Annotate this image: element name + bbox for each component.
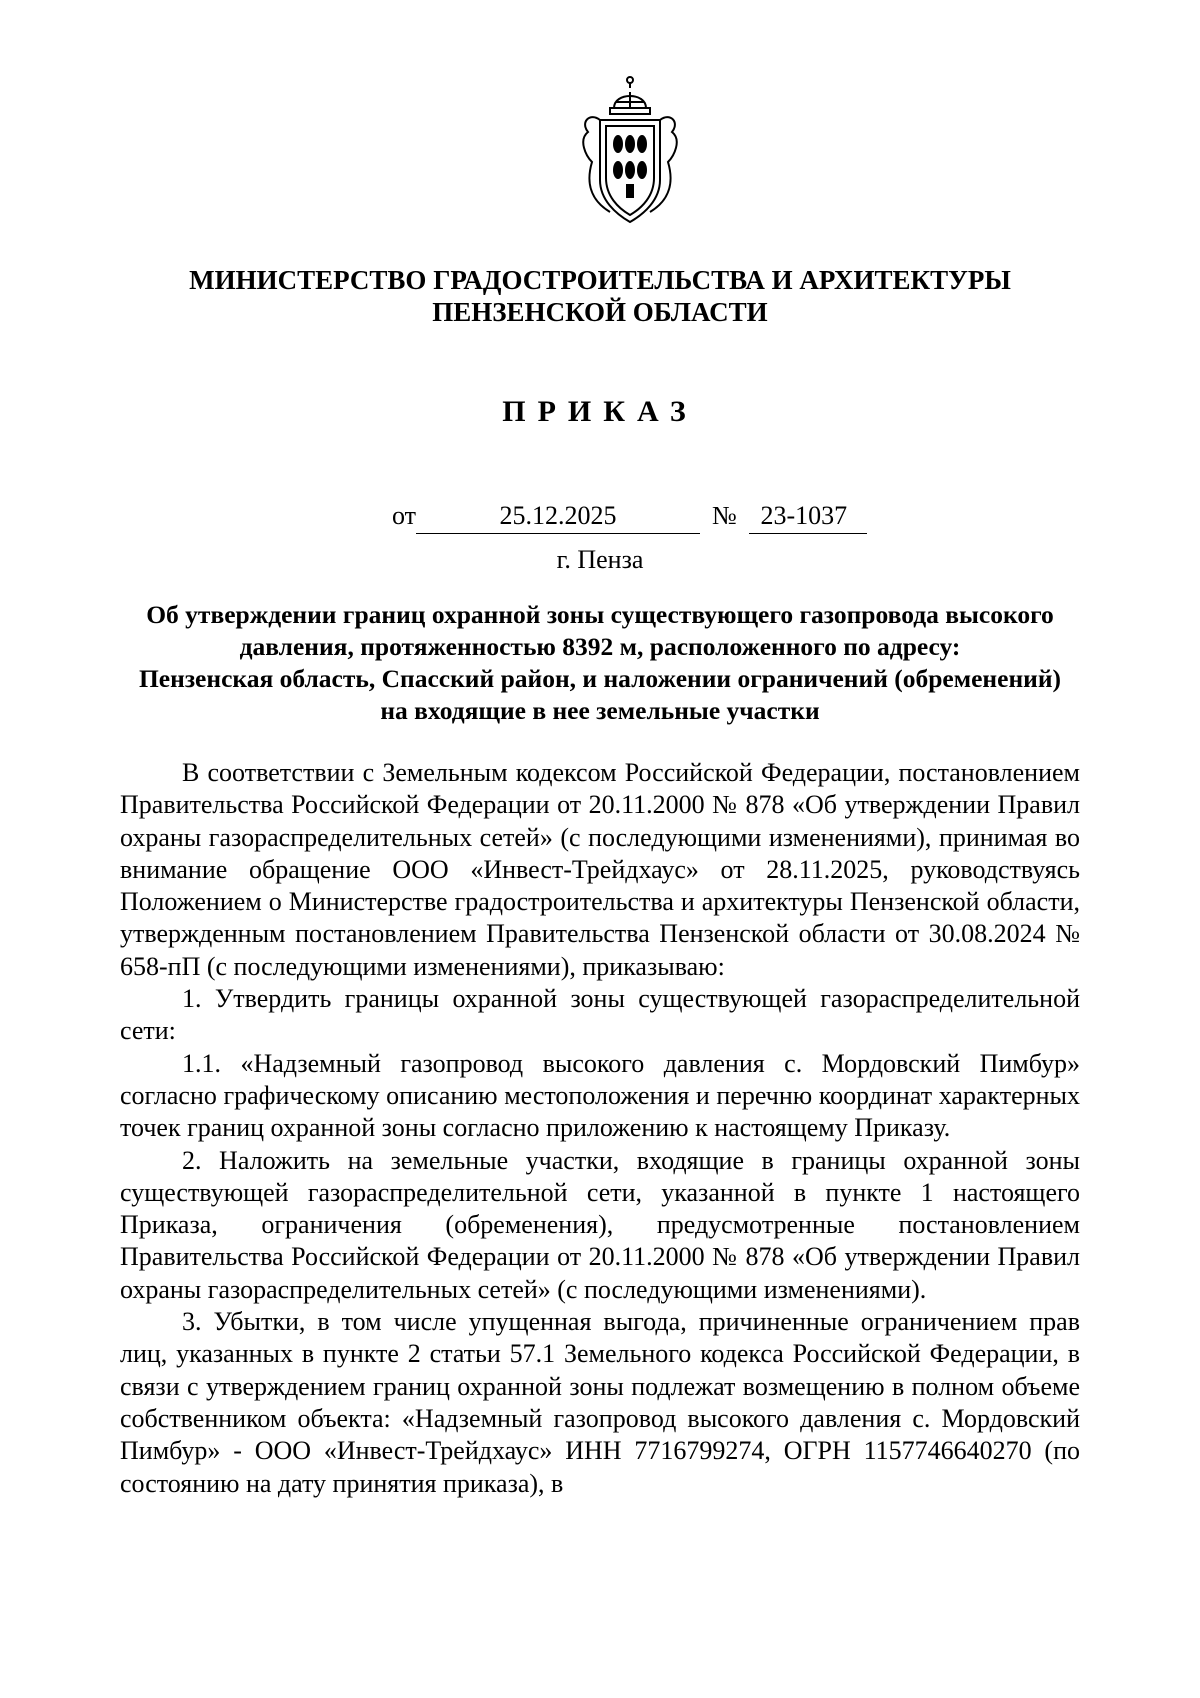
subject-line-3: Пензенская область, Спасский район, и наложении ограничений (обременений) [138, 664, 1062, 693]
document-number: 23-1037 [749, 499, 867, 534]
document-city: г. Пенза [556, 545, 644, 574]
preamble-paragraph: В соответствии с Земельным кодексом Российской Федерации, постановлением Правительства Российской Федерации от 20.11.2000 № 878 «Об утверждении Правил охраны газораспределительных сетей» (с последующими изменениями), принимая во внимание обращение ООО «Инвест-Трейдхаус» от 28.11.2025, руководствуясь Положением о Министерстве градостроительства и архитектуры Пензенской области, утвержденным постановлением Правительства Пензенской области от 30.08.2024 № 658-пП (с последующими изменениями), приказываю: [120, 758, 1080, 981]
date-number-line [392, 499, 867, 533]
document-body [120, 757, 1080, 1500]
document-type: ПРИКАЗ [502, 395, 698, 428]
item-1-1-paragraph: 1.1. «Надземный газопровод высокого давления с. Мордовский Пимбур» согласно графическому описанию местоположения и перечню координат характерных точек границ охранной зоны согласно приложению к настоящему Приказу. [120, 1048, 1080, 1143]
date-prefix: от [392, 501, 417, 530]
number-prefix: № [712, 501, 737, 530]
ministry-line-2: ПЕНЗЕНСКОЙ ОБЛАСТИ [432, 297, 768, 327]
subject-line-4: на входящие в нее земельные участки [380, 696, 820, 725]
subject-line-1: Об утверждении границ охранной зоны существующего газопровода высокого [146, 600, 1054, 629]
ministry-name [120, 264, 1080, 328]
item-2-paragraph: 2. Наложить на земельные участки, входящие в границы охранной зоны существующей газораспределительной сети, указанной в пункте 1 настоящего Приказа, ограничения (обременения), предусмотренные постановлением Правительства Российской Федерации от 20.11.2000 № 878 «Об утверждении Правил охраны газораспределительных сетей» (с последующими изменениями). [120, 1145, 1080, 1304]
document-subject [120, 599, 1080, 727]
document-date: 25.12.2025 [416, 499, 700, 534]
ministry-line-1: МИНИСТЕРСТВО ГРАДОСТРОИТЕЛЬСТВА И АРХИТЕКТУРЫ [189, 265, 1011, 295]
subject-line-2: давления, протяженностью 8392 м, расположенного по адресу: [239, 632, 961, 661]
coat-of-arms-icon [570, 72, 690, 232]
item-3-paragraph: 3. Убытки, в том числе упущенная выгода, причиненные ограничением прав лиц, указанных в пункте 2 статьи 57.1 Земельного кодекса Российской Федерации, в связи с утверждением границ охранной зоны подлежат возмещению в полном объеме собственником объекта: «Надземный газопровод высокого давления с. Мордовский Пимбур» - ООО «Инвест-Трейдхаус» ИНН 7716799274, ОГРН 1157746640270 (по состоянию на дату принятия приказа), в [120, 1307, 1080, 1498]
item-1-paragraph: 1. Утвердить границы охранной зоны существующей газораспределительной сети: [120, 984, 1080, 1046]
